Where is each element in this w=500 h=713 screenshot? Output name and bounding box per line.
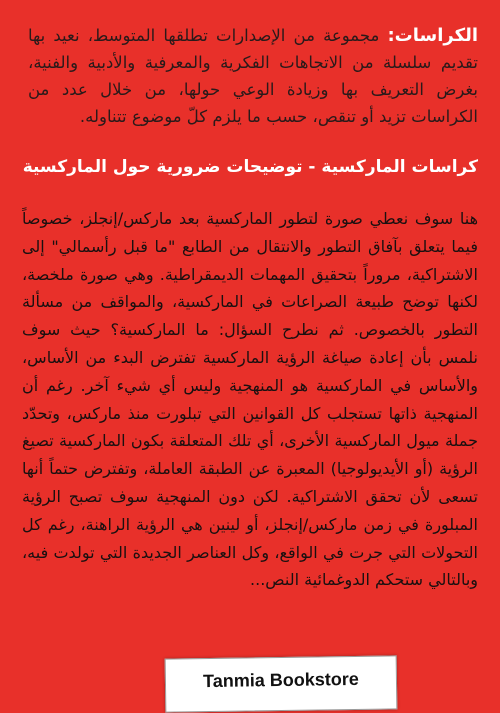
blurb-paragraph: هنا سوف نعطي صورة لتطور الماركسية بعد ماركس/إنجلز، خصوصاً فيما يتعلق بآفاق التطور والانتقال من الطابع "ما قبل رأسمالي" إلى الاشتراكية، مروراً بتحقيق المهمات الديمقراطية. وهي صورة ملخصة، لكنها توضح طبيعة الصراعات في الماركسية، والمواقف من مسألة التطور بالخصوص. ثم نطرح السؤال: ما الماركسية؟ حيث سوف نلمس بأن إعادة صياغة الرؤية الماركسية تفترض البدء من الأساس، والأساس في الماركسية هو المنهجية وليس أي شيء آخر. رغم أن المنهجية ذاتها تستجلب كل القوانين التي تبلورت منذ ماركس، وتحدّد جملة ميول الماركسية الأخرى، أي تلك المتعلقة بكون الماركسية تصيغ الرؤية (أو الأيديولوجيا) المعبرة عن الطبقة العاملة، وتفترض حتماً أنها تسعى لأن تحقق الاشتراكية. لكن دون المنهجية سوف تصبح الرؤية المبلورة في زمن ماركس/إنجلز، أو لينين هي الرؤية الراهنة، رغم كل التحولات التي جرت في الواقع، وكل العناصر الجديدة التي تولدت فيه، وبالتالي ستحكم الدوغمائية النص... (22, 209, 478, 590)
bookstore-name: Tanmia Bookstore (202, 668, 359, 692)
book-blurb (22, 205, 478, 594)
book-subtitle: كراسات الماركسية - توضيحات ضرورية حول الماركسية (22, 157, 478, 177)
series-heading: الكراسات: (387, 25, 478, 46)
series-description: مجموعة من الإصدارات تطلقها المتوسط، نعيد بها تقديم سلسلة من الاتجاهات الفكرية والمعرفية والأدبية والفنية، بغرض التعريف بها وزيادة الوعي حولها، من خلال عدد من الكراسات تزيد أو تنقص، حسب ما يلزم كلّ موضوع تتناوله. (28, 26, 478, 126)
series-intro (28, 22, 478, 130)
bookstore-sticker (165, 655, 398, 712)
